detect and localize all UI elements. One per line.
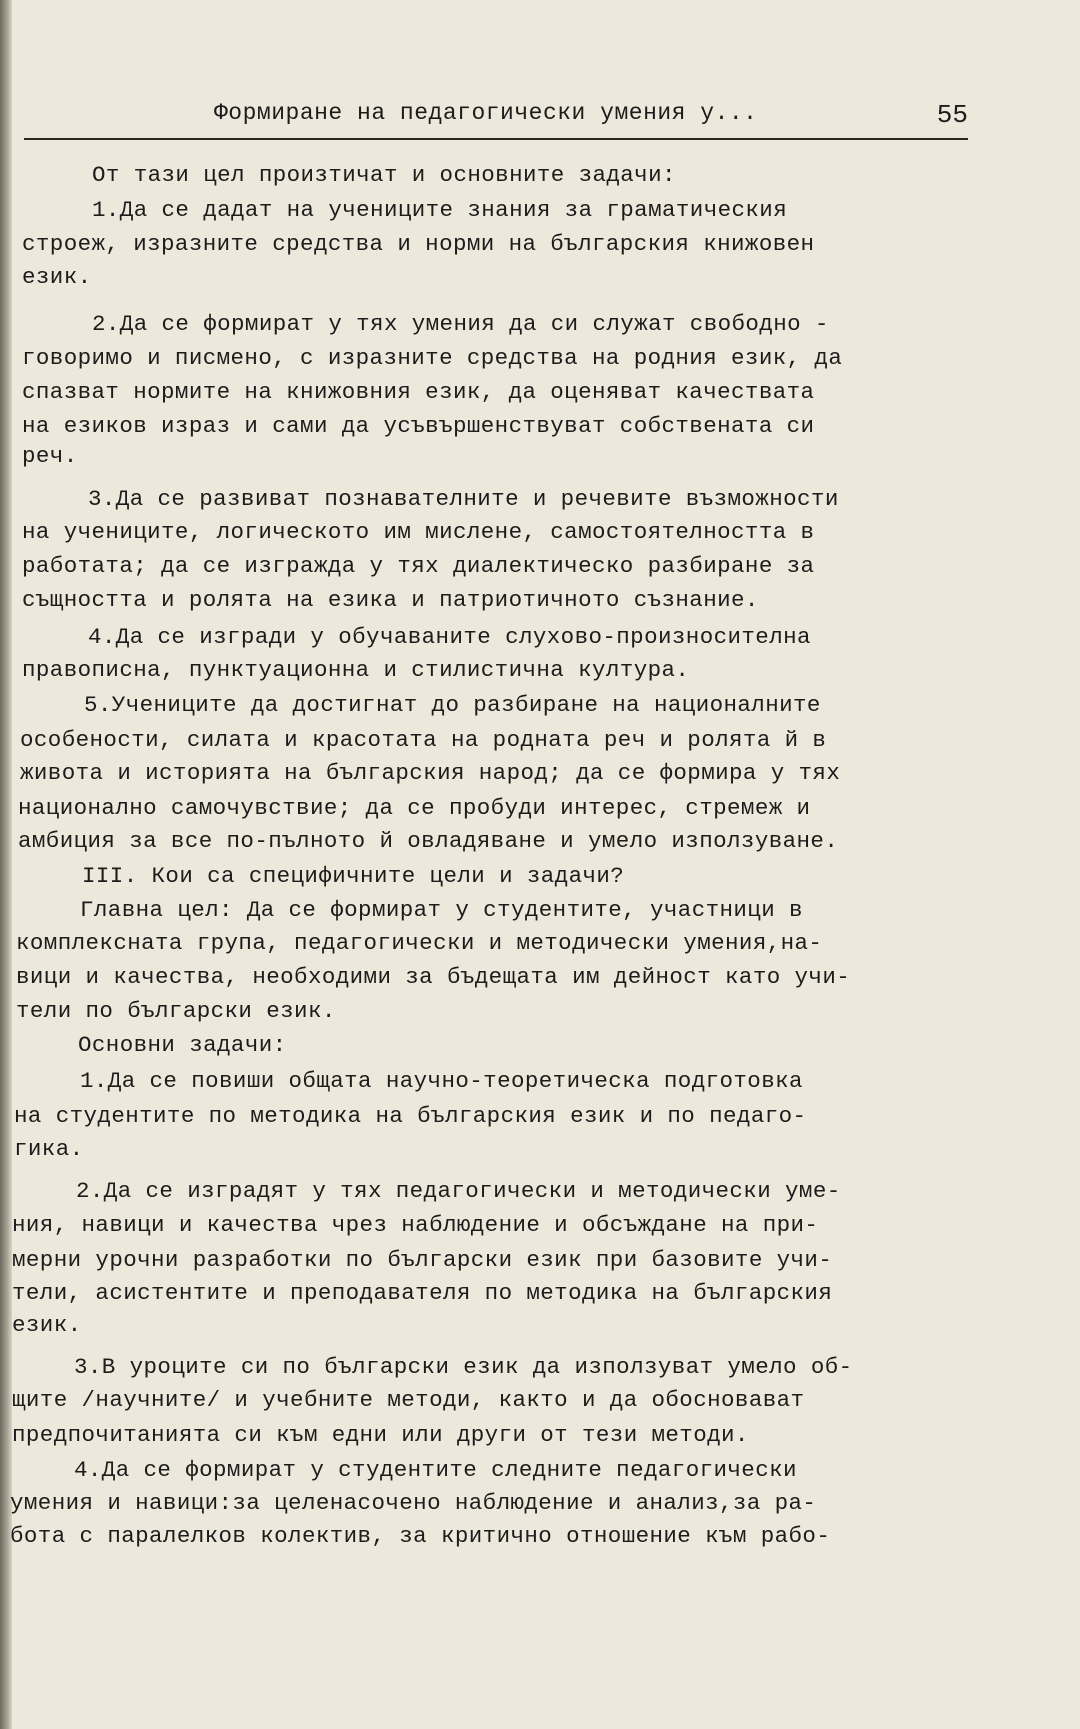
text-line: 2.Да се формират у тях умения да си служат свободно - [92,311,829,337]
text-line: Главна цел: Да се формират у студентите, участници в [80,897,803,923]
text-line: гика. [14,1136,84,1162]
text-line: 4.Да се изгради у обучаваните слухово-произносителна [88,624,811,650]
text-line: живота и историята на българския народ; да се формира у тях [20,760,841,786]
page-number: 55 [936,100,968,130]
text-line: 4.Да се формират у студентите следните педагогически [74,1457,797,1483]
text-line: комплексната група, педагогически и методически умения,на- [16,930,823,956]
text-line: 1.Да се повиши общата научно-теоретическа подготовка [80,1068,803,1094]
text-line: реч. [22,443,78,469]
text-line: спазват нормите на книжовния език, да оценяват качествата [22,379,815,405]
text-line: III. Кои са специфичните цели и задачи? [82,863,625,889]
text-line: умения и навици:за целенасочено наблюдение и анализ,за ра- [10,1490,817,1516]
text-line: 3.В уроците си по български език да използуват умело об- [74,1354,853,1380]
text-line: вици и качества, необходими за бъдещата им дейност като учи- [16,964,851,990]
text-line: амбиция за все по-пълното й овладяване и умело използуване. [18,828,839,854]
text-line: бота с паралелков колектив, за критично отношение към рабо- [10,1523,831,1549]
text-line: От тази цел произтичат и основните задачи: [92,162,676,188]
text-line: работата; да се изгражда у тях диалектическо разбиране за [22,553,815,579]
text-line: особености, силата и красотата на родната реч и ролята й в [20,727,827,753]
text-line: предпочитанията си към едни или други от тези методи. [12,1422,749,1448]
text-line: същността и ролята на езика и патриотичното съзнание. [22,587,759,613]
text-line: тели, асистентите и преподавателя по методика на българския [12,1280,833,1306]
text-line: мерни урочни разработки по български език при базовите учи- [12,1247,833,1273]
text-line: 5.Учениците да достигнат до разбиране на националните [84,692,821,718]
text-line: език. [12,1312,82,1338]
text-line: ния, навици и качества чрез наблюдение и обсъждане на при- [12,1212,819,1238]
text-line: Основни задачи: [78,1032,287,1058]
text-line: щите /научните/ и учебните методи, както и да обосновават [12,1387,805,1413]
text-line: тели по български език. [16,998,336,1024]
running-header-title: Формиране на педагогически умения у... [214,100,758,126]
text-line: 2.Да се изградят у тях педагогически и методически уме- [76,1178,841,1204]
text-line: строеж, изразните средства и норми на българския книжовен [22,231,815,257]
text-line: език. [22,264,92,290]
text-line: 3.Да се развиват познавателните и речевите възможности [88,486,839,512]
text-line: правописна, пунктуационна и стилистична култура. [22,657,690,683]
text-line: на езиков израз и сами да усъвършенствуват собствената си [22,413,815,439]
text-line: говоримо и писмено, с изразните средства на родния език, да [22,345,843,371]
text-line: 1.Да се дадат на учениците знания за граматическия [92,197,788,223]
text-line: национално самочувствие; да се пробуди интерес, стремеж и [18,795,811,821]
text-line: на студентите по методика на българския език и по педаго- [14,1103,807,1129]
text-line: на учениците, логическото им мислене, самостоятелността в [22,519,815,545]
